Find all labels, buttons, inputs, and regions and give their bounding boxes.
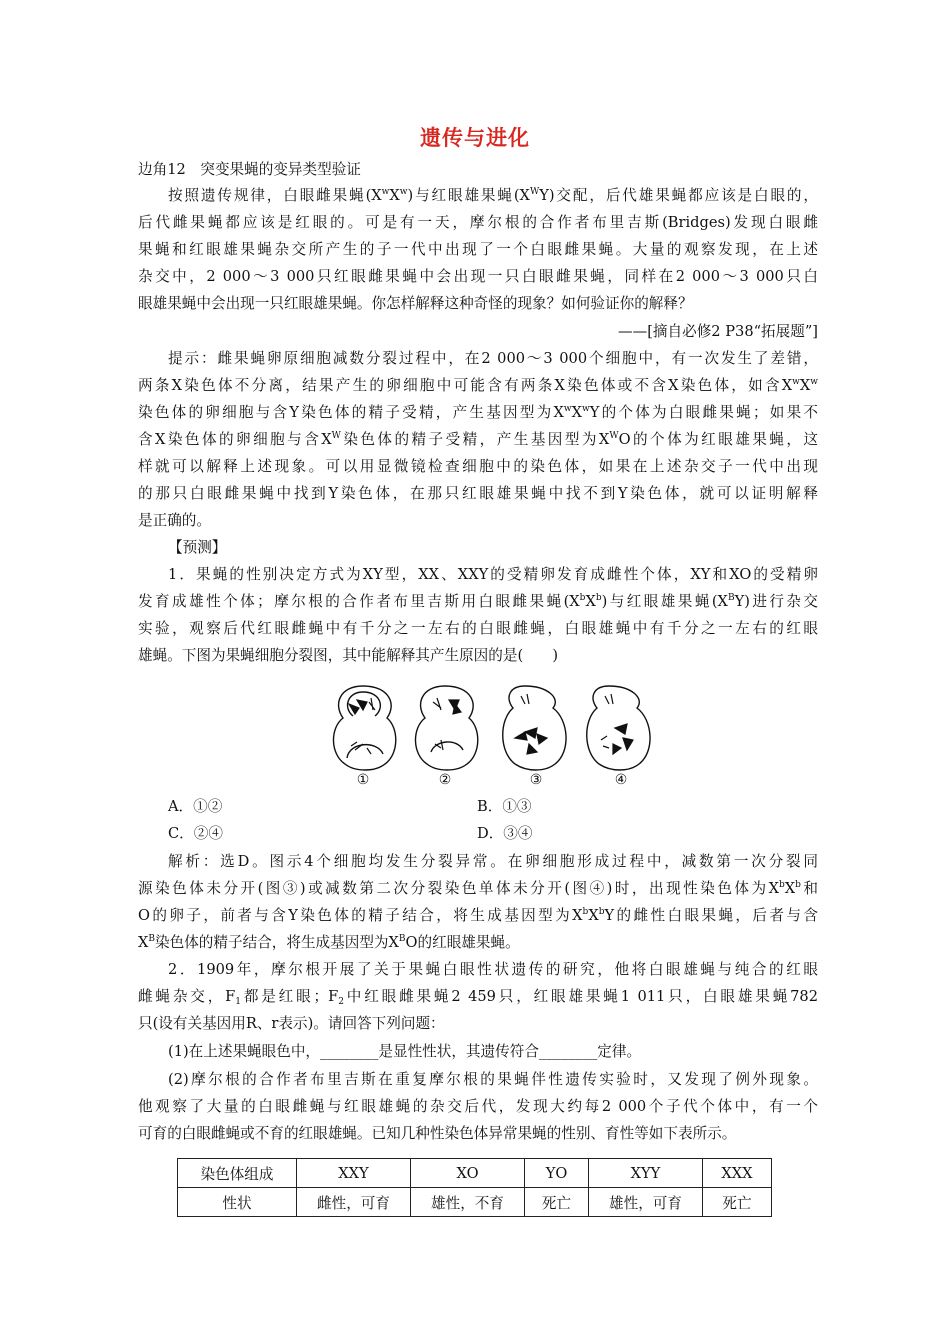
q1-line-2: 发育成雄性个体；摩尔根的合作者布里吉斯用白眼雌果蝇$(X^bX^b)$与红眼雄果蝇$(X^BY)$进行杂交	[138, 593, 818, 610]
table-row	[178, 1188, 772, 1217]
table-header-row	[178, 1159, 772, 1188]
q2-part-2-line-2: 他观察了大量的白眼雌蝇与红眼雄蝇的杂交后代，发现大约每2 000个子代个体中，有一个	[138, 1098, 818, 1115]
analysis-line-2: 源染色体未分开(图③)或减数第二次分裂染色单体未分开(图④)时，出现性染色体为$X^bX^b$和	[138, 880, 818, 897]
q2-line-1: 2．1909年，摩尔根开展了关于果蝇白眼性状遗传的研究，他将白眼雄蝇与纯合的红眼	[168, 961, 818, 978]
table-cell: YO	[525, 1159, 589, 1188]
option-d: D．③④	[477, 825, 533, 842]
section-heading: 边角12 突变果蝇的变异类型验证	[138, 161, 361, 178]
intro-line-5: 眼雄果蝇中会出现一只红眼雄果蝇。你怎样解释这种奇怪的现象？如何验证你的解释？	[138, 295, 693, 312]
table-cell: XXY	[297, 1159, 411, 1188]
cell-3-outline	[503, 686, 566, 770]
option-b: B．①③	[477, 798, 532, 815]
table-cell: 死亡	[525, 1188, 589, 1217]
table-cell: 性状	[178, 1188, 297, 1217]
table-cell: 死亡	[703, 1188, 772, 1217]
table-cell: 染色体组成	[178, 1159, 297, 1188]
hint-line-1: 提示：雌果蝇卵原细胞减数分裂过程中，在2 000～3 000个细胞中，有一次发生了差错，	[168, 350, 818, 367]
cell-1-outline	[333, 686, 395, 770]
option-c: C．②④	[168, 825, 223, 842]
predict-heading: 【预测】	[168, 539, 227, 556]
q2-part-1: (1)在上述果蝇眼色中，________是显性性状，其遗传符合________定律。	[168, 1043, 642, 1060]
analysis-line-4: $X^B$染色体的精子结合，将生成基因型为$X^BO$的红眼雄果蝇。	[138, 934, 520, 951]
chromosome-table	[177, 1158, 772, 1217]
table-cell: XYY	[589, 1159, 703, 1188]
cell-2-outline	[415, 686, 477, 770]
figure-label-4: ④	[614, 772, 628, 788]
table-cell: XXX	[703, 1159, 772, 1188]
q2-part-2-line-1: (2)摩尔根的合作者布里吉斯在重复摩尔根的果蝇伴性遗传实验时，又发现了例外现象。	[168, 1071, 818, 1088]
hint-line-3: 染色体的卵细胞与含Y染色体的精子受精，产生基因型为$X^wX^wY$的个体为白眼雌果蝇；如果不	[138, 404, 818, 421]
hint-line-6: 的那只白眼雌果蝇中找到Y染色体，在那只红眼雄果蝇中找不到Y染色体，就可以证明解释	[138, 485, 818, 502]
hint-line-2: 两条X染色体不分离，结果产生的卵细胞中可能含有两条X染色体或不含X染色体，如含$X^wX^w$	[138, 377, 818, 394]
figure-label-2: ②	[438, 772, 452, 788]
table-cell: 雄性，可育	[589, 1188, 703, 1217]
q2-part-2-line-3: 可育的白眼雌蝇或不育的红眼雄蝇。已知几种性染色体异常果蝇的性别、育性等如下表所示。	[138, 1125, 737, 1142]
table-cell: 雌性，可育	[297, 1188, 411, 1217]
hint-line-7: 是正确的。	[138, 512, 211, 529]
source-citation: ——[摘自必修2 P38“拓展题”]	[618, 323, 818, 340]
q1-line-3: 实验，观察后代红眼雌蝇中有千分之一左右的白眼雌蝇，白眼雄蝇中有千分之一左右的红眼	[138, 620, 818, 637]
document-title: 遗传与进化	[420, 125, 530, 150]
figure-label-3: ③	[529, 772, 543, 788]
q2-line-2: 雌蝇杂交，$F_1$都是红眼；$F_2$中红眼雌果蝇2 459只，红眼雄果蝇1 011只，白眼雄果蝇782	[138, 988, 818, 1007]
analysis-line-1: 解析：选D。图示4个细胞均发生分裂异常。在卵细胞形成过程中，减数第一次分裂同	[168, 853, 818, 870]
intro-line-1: 按照遗传规律，白眼雌果蝇$(X^wX^w)$与红眼雄果蝇$(X^WY)$交配，后代雄果蝇都应该是白眼的，	[168, 187, 818, 204]
table-cell: XO	[411, 1159, 525, 1188]
intro-line-2: 后代雌果蝇都应该是红眼的。可是有一天，摩尔根的合作者布里吉斯(Bridges)发现白眼雌	[138, 214, 818, 231]
hint-line-4: 含X染色体的卵细胞与含$X^W$染色体的精子受精，产生基因型为$X^WO$的个体为红眼雄果蝇，这	[138, 431, 818, 448]
q1-line-4: 雄蝇。下图为果蝇细胞分裂图，其中能解释其产生原因的是( )	[138, 647, 559, 664]
figure-label-1: ①	[356, 772, 370, 788]
q1-line-1: 1．果蝇的性别决定方式为XY型，XX、XXY的受精卵发育成雌性个体，XY和XO的受精卵	[168, 566, 818, 583]
intro-line-3: 果蝇和红眼雄果蝇杂交所产生的子一代中出现了一个白眼雌果蝇。大量的观察发现，在上述	[138, 241, 818, 258]
hint-line-5: 样就可以解释上述现象。可以用显微镜检查细胞中的染色体，如果在上述杂交子一代中出现	[138, 458, 818, 475]
option-a: A．①②	[168, 798, 223, 815]
cell-division-figure	[325, 682, 655, 792]
analysis-line-3: O的卵子，前者与含Y染色体的精子结合，将生成基因型为$X^bX^bY$的雌性白眼果蝇，后者与含	[138, 907, 818, 924]
q2-line-3: 只(设有关基因用R、r表示)。请回答下列问题：	[138, 1015, 445, 1032]
table-cell: 雄性，不育	[411, 1188, 525, 1217]
intro-line-4: 杂交中，2 000～3 000只红眼雌果蝇中会出现一只白眼雌果蝇，同样在2 000～3 000只白	[138, 268, 818, 285]
